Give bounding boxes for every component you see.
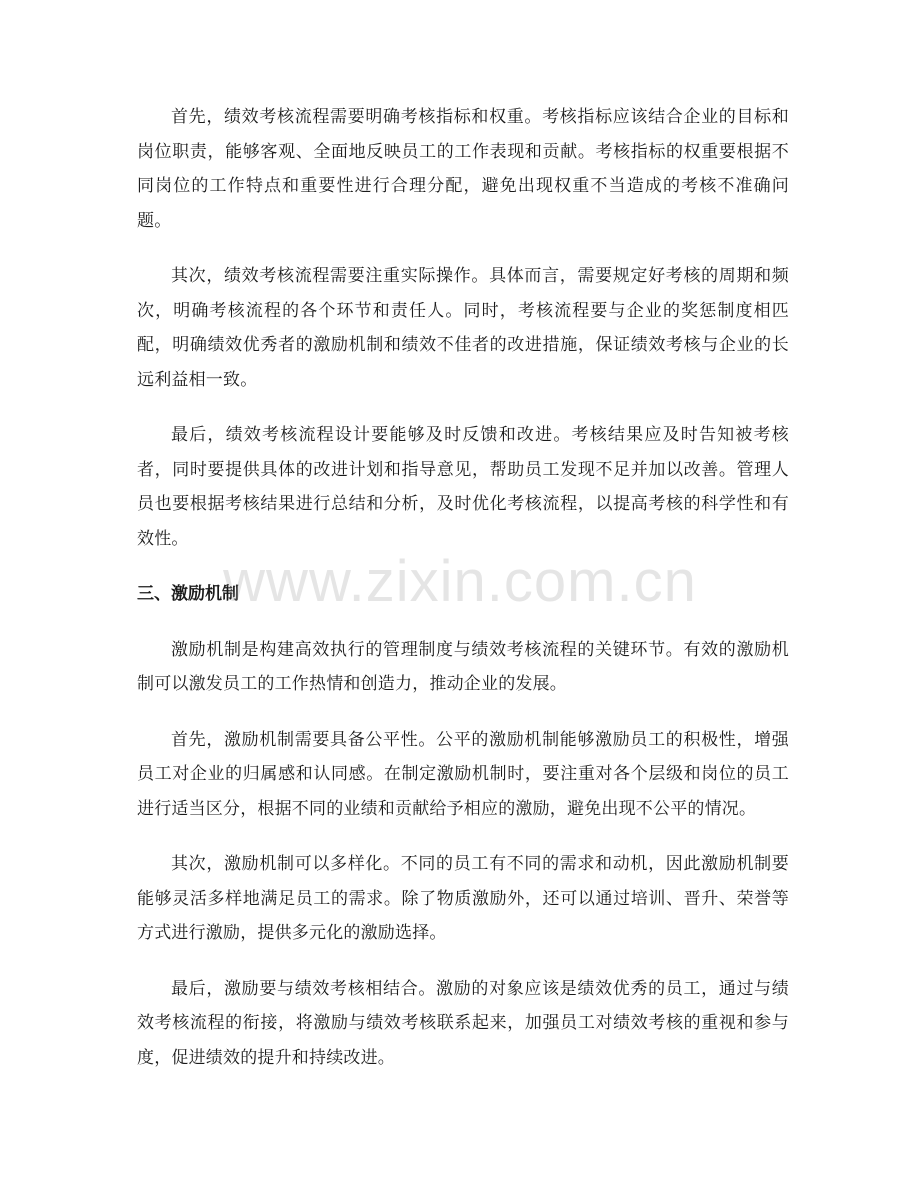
document-body — [137, 100, 789, 1096]
paragraph-incentive-intro: 激励机制是构建高效执行的管理制度与绩效考核流程的关键环节。有效的激励机制可以激发员工的工作热情和创造力，推动企业的发展。 — [137, 639, 789, 694]
paragraph-incentive-performance-link: 最后，激励要与绩效考核相结合。激励的对象应该是绩效优秀的员工，通过与绩效考核流程的衔接，将激励与绩效考核联系起来，加强员工对绩效考核的重视和参与度，促进绩效的提升和持续改进。 — [137, 978, 789, 1068]
paragraph-assessment-operation: 其次，绩效考核流程需要注重实际操作。具体而言，需要规定好考核的周期和频次，明确考核流程的各个环节和责任人。同时，考核流程要与企业的奖惩制度相匹配，明确绩效优秀者的激励机制和绩效不佳者的改进措施，保证绩效考核与企业的长远利益相一致。 — [137, 266, 789, 390]
watermark-text: www.zixin.com.cn — [223, 549, 697, 614]
paragraph-assessment-indicators: 首先，绩效考核流程需要明确考核指标和权重。考核指标应该结合企业的目标和岗位职责，能够客观、全面地反映员工的工作表现和贡献。考核指标的权重要根据不同岗位的工作特点和重要性进行合理分配，避免出现权重不当造成的考核不准确问题。 — [137, 107, 789, 231]
paragraph-incentive-diversity: 其次，激励机制可以多样化。不同的员工有不同的需求和动机，因此激励机制要能够灵活多样地满足员工的需求。除了物质激励外，还可以通过培训、晋升、荣誉等方式进行激励，提供多元化的激励选择。 — [137, 854, 789, 943]
section-heading-incentive: 三、激励机制 — [137, 584, 239, 604]
paragraph-incentive-fairness: 首先，激励机制需要具备公平性。公平的激励机制能够激励员工的积极性，增强员工对企业的归属感和认同感。在制定激励机制时，要注重对各个层级和岗位的员工进行适当区分，根据不同的业绩和贡献给予相应的激励，避免出现不公平的情况。 — [137, 729, 789, 819]
paragraph-assessment-feedback: 最后，绩效考核流程设计要能够及时反馈和改进。考核结果应及时告知被考核者，同时要提供具体的改进计划和指导意见，帮助员工发现不足并加以改善。管理人员也要根据考核结果进行总结和分析，及时优化考核流程，以提高考核的科学性和有效性。 — [137, 425, 789, 549]
